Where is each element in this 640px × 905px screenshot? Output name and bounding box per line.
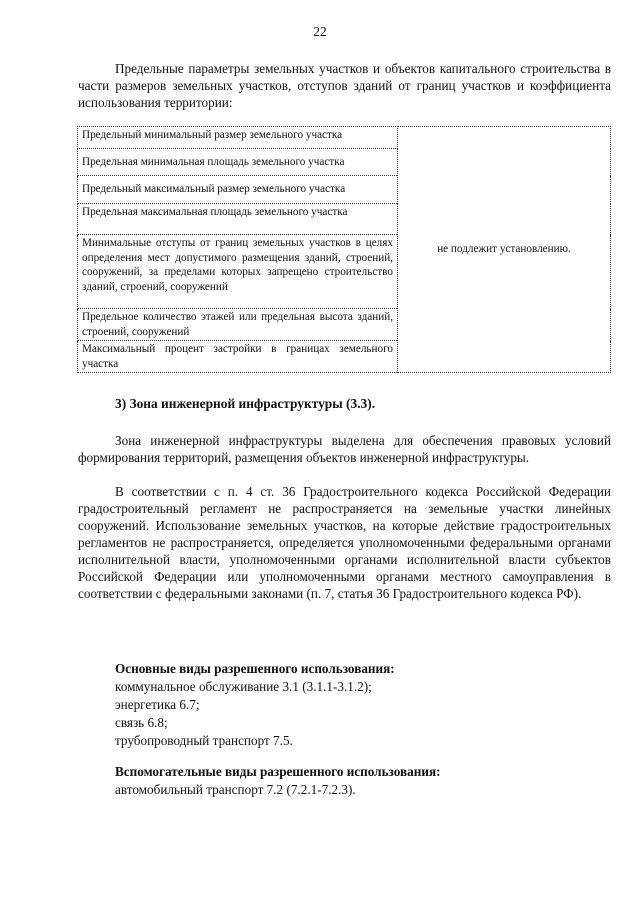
list-item: энергетика 6.7; xyxy=(115,697,200,712)
section-heading: 3) Зона инженерной инфраструктуры (3.3). xyxy=(115,396,376,411)
list-item: трубопроводный транспорт 7.5. xyxy=(115,733,293,748)
table-cell-label: Предельная максимальная площадь земельного участка xyxy=(78,204,398,235)
paragraph-text: В соответствии с п. 4 ст. 36 Градостроительного кодекса Российской Федерации градостроительный регламент не распространяется на земельные участки линейных сооружений. Использование земельных участков, на которые действие градостроительных регламентов не распространяется, определяется уполномоченными федеральными органами исполнительной власти, уполномоченными органами исполнительной власти субъектов Российской Федерации или уполномоченными органами местного самоуправления в соответствии с федеральными законами (п. 7, статья 36 Градостроительного кодекса РФ). xyxy=(78,484,611,601)
list-item: связь 6.8; xyxy=(115,715,168,730)
table-cell-label: Минимальные отступы от границ земельных участков в целях определения мест допустимого размещения зданий, строений, сооружений, за пределами которых запрещено строительство зданий, строений, сооружений xyxy=(78,235,398,309)
page-number: 22 xyxy=(313,24,327,39)
aux-uses-list xyxy=(115,763,440,799)
intro-text: Предельные параметры земельных участков и объектов капитального строительства в части размеров земельных участков, отступов зданий от границ участков и коэффициента использования территории: xyxy=(78,61,611,110)
body-paragraph xyxy=(78,432,611,466)
intro-paragraph xyxy=(78,60,611,111)
table-cell-value: не подлежит установлению. xyxy=(398,127,611,373)
parameters-table xyxy=(77,126,611,373)
main-uses-heading: Основные виды разрешенного использования: xyxy=(115,661,395,676)
body-paragraph xyxy=(78,483,611,602)
table-cell-label: Максимальный процент застройки в границах земельного участка xyxy=(78,341,398,373)
table-row xyxy=(78,127,611,149)
list-item: коммунальное обслуживание 3.1 (3.1.1-3.1.2); xyxy=(115,679,372,694)
aux-uses-heading: Вспомогательные виды разрешенного использования: xyxy=(115,764,441,779)
paragraph-text: Зона инженерной инфраструктуры выделена для обеспечения правовых условий формирования территорий, размещения объектов инженерной инфраструктуры. xyxy=(78,433,611,465)
main-uses-list xyxy=(115,660,395,750)
table-cell-label: Предельная минимальная площадь земельного участка xyxy=(78,149,398,176)
list-item: автомобильный транспорт 7.2 (7.2.1-7.2.3). xyxy=(115,782,356,797)
table-cell-label: Предельный максимальный размер земельного участка xyxy=(78,176,398,204)
table-cell-label: Предельный минимальный размер земельного участка xyxy=(78,127,398,149)
table-cell-label: Предельное количество этажей или предельная высота зданий, строений, сооружений xyxy=(78,309,398,341)
